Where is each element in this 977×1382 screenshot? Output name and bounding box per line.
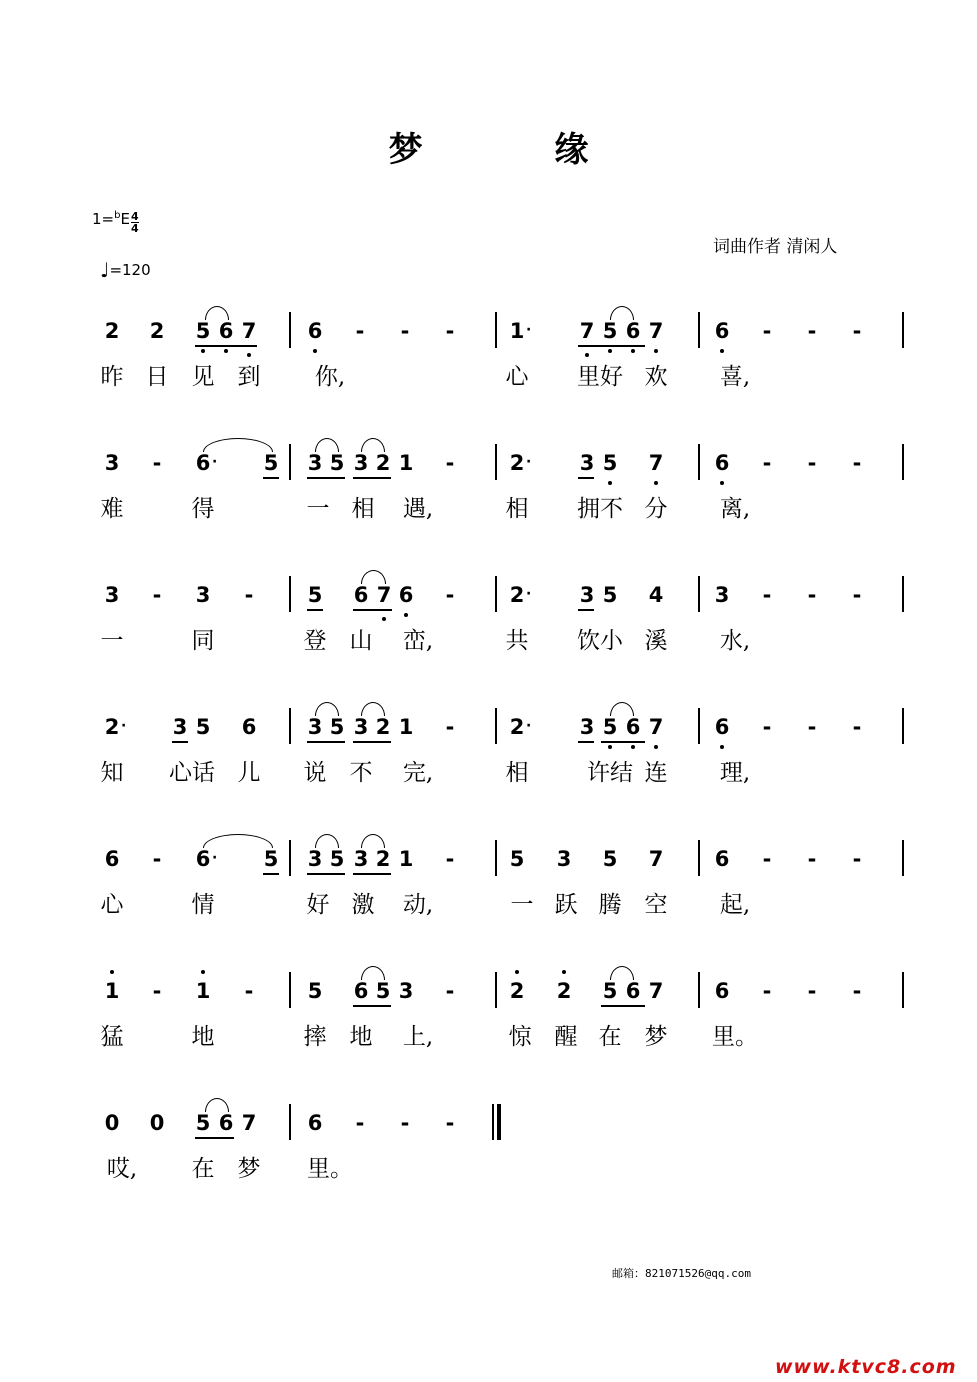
beam [307,741,345,743]
slur [610,966,634,980]
lyric: 猛 [100,1024,124,1050]
note: 5 [602,451,618,475]
dash: - [807,847,817,871]
note: 5 [602,979,618,1003]
note: 2 [509,583,525,607]
lyric: 在 [598,1024,622,1050]
note: 3 [714,583,730,607]
barline [495,576,497,612]
note: 1 [509,319,525,343]
note: 7 [376,583,392,607]
lyric: 离, [719,496,751,522]
note: 5 [375,979,391,1003]
barline [289,444,291,480]
slur [361,702,385,716]
beam [172,741,188,743]
key-flat: b [114,210,121,221]
beam [307,477,345,479]
dash: - [152,451,162,475]
slur [361,966,385,980]
note: 3 [556,847,572,871]
meter-top: 4 [130,210,139,223]
barline [902,708,904,744]
dash: - [400,1111,410,1135]
low-dot [247,353,251,357]
lyric: 腾 [598,892,622,918]
dash: - [852,979,862,1003]
dash: - [445,583,455,607]
note: 6 [625,319,641,343]
augmentation-dot: · [526,322,532,338]
note: 3 [307,451,323,475]
low-dot [608,745,612,749]
note: 6 [398,583,414,607]
time-signature [131,211,139,234]
note: 3 [104,583,120,607]
lyric: 心 [100,892,124,918]
beam [353,741,391,743]
lyric: 说 [303,760,327,786]
barline [902,312,904,348]
dash: - [762,979,772,1003]
low-dot [720,481,724,485]
dash: - [852,847,862,871]
note: 5 [602,319,618,343]
note: 5 [602,583,618,607]
note: 6 [218,1111,234,1135]
note: 5 [307,979,323,1003]
dash: - [762,715,772,739]
low-dot [608,349,612,353]
note: 6 [353,979,369,1003]
note: 5 [195,1111,211,1135]
note: 1 [398,451,414,475]
lyric: 哎, [106,1156,138,1182]
barline [698,708,700,744]
low-dot [631,745,635,749]
barline [698,576,700,612]
lyric: 一 [510,892,534,918]
key-signature [92,210,139,234]
note: 1 [398,847,414,871]
lyric: 梦 [644,1024,668,1050]
dash: - [762,451,772,475]
dash: - [762,583,772,607]
lyric: 上, [402,1024,434,1050]
lyric: 地 [349,1024,373,1050]
note: 7 [241,1111,257,1135]
barline [698,972,700,1008]
note: 5 [263,847,279,871]
note: 4 [648,583,664,607]
tempo-value: =120 [109,261,151,279]
lyric: 不 [349,760,373,786]
beam [601,741,645,743]
lyric: 激 [351,892,375,918]
barline [289,312,291,348]
low-dot [608,481,612,485]
final-barline-thin [492,1104,494,1140]
lyric: 儿 [237,760,261,786]
barline [902,444,904,480]
beam [195,345,257,347]
key-prefix: 1= [92,210,115,228]
low-dot [654,349,658,353]
dash: - [445,319,455,343]
lyric: 知 [100,760,124,786]
note: 3 [104,451,120,475]
note: 0 [149,1111,165,1135]
dash: - [807,319,817,343]
dash: - [445,1111,455,1135]
low-dot [201,349,205,353]
note: 2 [509,715,525,739]
lyric: 日 [145,364,169,390]
dash: - [355,319,365,343]
dash: - [445,847,455,871]
beam [353,873,391,875]
barline [495,312,497,348]
low-dot [720,349,724,353]
lyric: 梦 [237,1156,261,1182]
slur [205,1098,229,1112]
lyric: 动, [402,892,434,918]
note: 7 [648,715,664,739]
barline [902,972,904,1008]
lyric: 同 [191,628,215,654]
note: 7 [648,319,664,343]
note: 3 [307,715,323,739]
beam [263,873,279,875]
note: 2 [375,451,391,475]
beam [195,1137,234,1139]
low-dot [654,745,658,749]
lyric: 登 [303,628,327,654]
dash: - [762,847,772,871]
note: 5 [195,319,211,343]
slur [315,438,339,452]
note: 2 [375,847,391,871]
note: 3 [353,715,369,739]
slur [610,306,634,320]
note: 3 [353,847,369,871]
dash: - [852,451,862,475]
beam [353,1005,391,1007]
lyric: 拥不 [577,496,623,522]
note: 5 [263,451,279,475]
dash: - [807,451,817,475]
low-dot [382,617,386,621]
barline [698,312,700,348]
lyric: 你, [314,364,346,390]
dash: - [807,583,817,607]
note: 3 [579,583,595,607]
lyric: 峦, [402,628,434,654]
note: 5 [509,847,525,871]
lyric: 一 [306,496,330,522]
lyric: 见 [191,364,215,390]
slur [203,834,273,848]
note: 3 [398,979,414,1003]
augmentation-dot: · [526,454,532,470]
low-dot [720,745,724,749]
dash: - [152,847,162,871]
augmentation-dot: · [212,850,218,866]
dash: - [152,583,162,607]
lyric: 地 [191,1024,215,1050]
dash: - [152,979,162,1003]
lyric: 遇, [402,496,434,522]
note: 5 [195,715,211,739]
note: 0 [104,1111,120,1135]
lyric: 溪 [644,628,668,654]
staff-line-4 [0,714,977,824]
note: 5 [307,583,323,607]
note: 6 [104,847,120,871]
note: 1 [104,979,120,1003]
note: 5 [329,847,345,871]
dash: - [445,979,455,1003]
lyric: 好 [306,892,330,918]
low-dot [654,481,658,485]
note: 2 [509,451,525,475]
lyric: 分 [644,496,668,522]
dash: - [852,715,862,739]
lyric: 情 [191,892,215,918]
note: 1 [195,979,211,1003]
lyric: 空 [644,892,668,918]
song-title: 梦 缘 [388,130,649,170]
slur [361,834,385,848]
final-barline-thick [497,1104,501,1140]
beam [578,477,594,479]
note: 3 [579,451,595,475]
quarter-note-icon: ♩ [100,258,110,282]
lyric: 完, [402,760,434,786]
note: 7 [241,319,257,343]
note: 2 [149,319,165,343]
note: 7 [648,451,664,475]
note: 3 [195,583,211,607]
high-dot [562,970,566,974]
note: 6 [195,451,211,475]
barline [902,576,904,612]
staff-line-6 [0,978,977,1088]
staff-line-3 [0,582,977,692]
dash: - [852,583,862,607]
barline [902,840,904,876]
note: 6 [714,319,730,343]
note: 6 [714,715,730,739]
barline [698,840,700,876]
lyric: 起, [719,892,751,918]
barline [289,576,291,612]
key-note: E [120,210,130,228]
low-dot [585,353,589,357]
beam [353,609,392,611]
lyric: 水, [719,628,751,654]
note: 3 [579,715,595,739]
dash: - [244,979,254,1003]
note: 6 [625,715,641,739]
augmentation-dot: · [526,586,532,602]
note: 6 [307,1111,323,1135]
augmentation-dot: · [121,718,127,734]
beam [307,873,345,875]
lyric: 一 [100,628,124,654]
note: 6 [625,979,641,1003]
note: 1 [398,715,414,739]
note: 3 [172,715,188,739]
slur [315,702,339,716]
note: 5 [329,451,345,475]
beam [601,1005,645,1007]
lyric: 相 [505,760,529,786]
staff-line-2 [0,450,977,560]
lyric: 心话 [169,760,215,786]
barline [495,972,497,1008]
lyric: 得 [191,496,215,522]
note: 7 [579,319,595,343]
low-dot [313,349,317,353]
note: 2 [375,715,391,739]
augmentation-dot: · [526,718,532,734]
note: 6 [714,979,730,1003]
slur [361,438,385,452]
note: 6 [714,847,730,871]
lyric: 难 [100,496,124,522]
note: 3 [353,451,369,475]
meter-bottom: 4 [130,222,139,235]
author-credit: 词曲作者 清闲人 [713,237,838,257]
beam [578,741,594,743]
beam [578,345,645,347]
high-dot [110,970,114,974]
dash: - [355,1111,365,1135]
barline [698,444,700,480]
note: 6 [353,583,369,607]
lyric: 摔 [303,1024,327,1050]
lyric: 许结 [587,760,633,786]
staff-line-5 [0,846,977,956]
slur [315,834,339,848]
slur [203,438,273,452]
lyric: 理, [719,760,751,786]
lyric: 在 [191,1156,215,1182]
lyric: 昨 [100,364,124,390]
contact-email: 邮箱：821071526@qq.com [612,1267,751,1280]
high-dot [201,970,205,974]
dash: - [244,583,254,607]
lyric: 里。 [307,1156,353,1182]
lyric: 欢 [644,364,668,390]
dash: - [445,715,455,739]
beam [578,609,594,611]
staff-line-1 [0,318,977,428]
lyric: 共 [505,628,529,654]
note: 7 [648,847,664,871]
dash: - [807,979,817,1003]
note: 3 [307,847,323,871]
lyric: 山 [349,628,373,654]
note: 6 [195,847,211,871]
note: 5 [602,847,618,871]
barline [289,708,291,744]
lyric: 醒 [554,1024,578,1050]
slur [610,702,634,716]
barline [495,708,497,744]
augmentation-dot: · [212,454,218,470]
barline [495,840,497,876]
dash: - [445,451,455,475]
lyric: 连 [644,760,668,786]
slur [361,570,386,584]
low-dot [224,349,228,353]
lyric: 到 [237,364,261,390]
beam [307,609,323,611]
barline [289,1104,291,1140]
low-dot [404,613,408,617]
lyric: 跃 [554,892,578,918]
watermark-url: www.ktvc8.com [775,1356,957,1378]
dash: - [400,319,410,343]
note: 7 [648,979,664,1003]
dash: - [762,319,772,343]
lyric: 喜, [719,364,751,390]
note: 5 [329,715,345,739]
high-dot [515,970,519,974]
tempo-mark [100,258,151,282]
lyric: 相 [505,496,529,522]
dash: - [852,319,862,343]
note: 2 [556,979,572,1003]
beam [353,477,391,479]
lyric: 心 [505,364,529,390]
staff-line-7 [0,1110,977,1220]
lyric: 里。 [712,1024,758,1050]
barline [289,972,291,1008]
lyric: 惊 [508,1024,532,1050]
lyric: 饮小 [577,628,623,654]
beam [263,477,279,479]
lyric: 里好 [577,364,623,390]
note: 2 [509,979,525,1003]
slur [205,306,229,320]
barline [289,840,291,876]
note: 6 [714,451,730,475]
note: 6 [241,715,257,739]
note: 6 [307,319,323,343]
note: 2 [104,715,120,739]
dash: - [807,715,817,739]
barline [495,444,497,480]
low-dot [631,349,635,353]
note: 2 [104,319,120,343]
lyric: 相 [351,496,375,522]
note: 5 [602,715,618,739]
note: 6 [218,319,234,343]
